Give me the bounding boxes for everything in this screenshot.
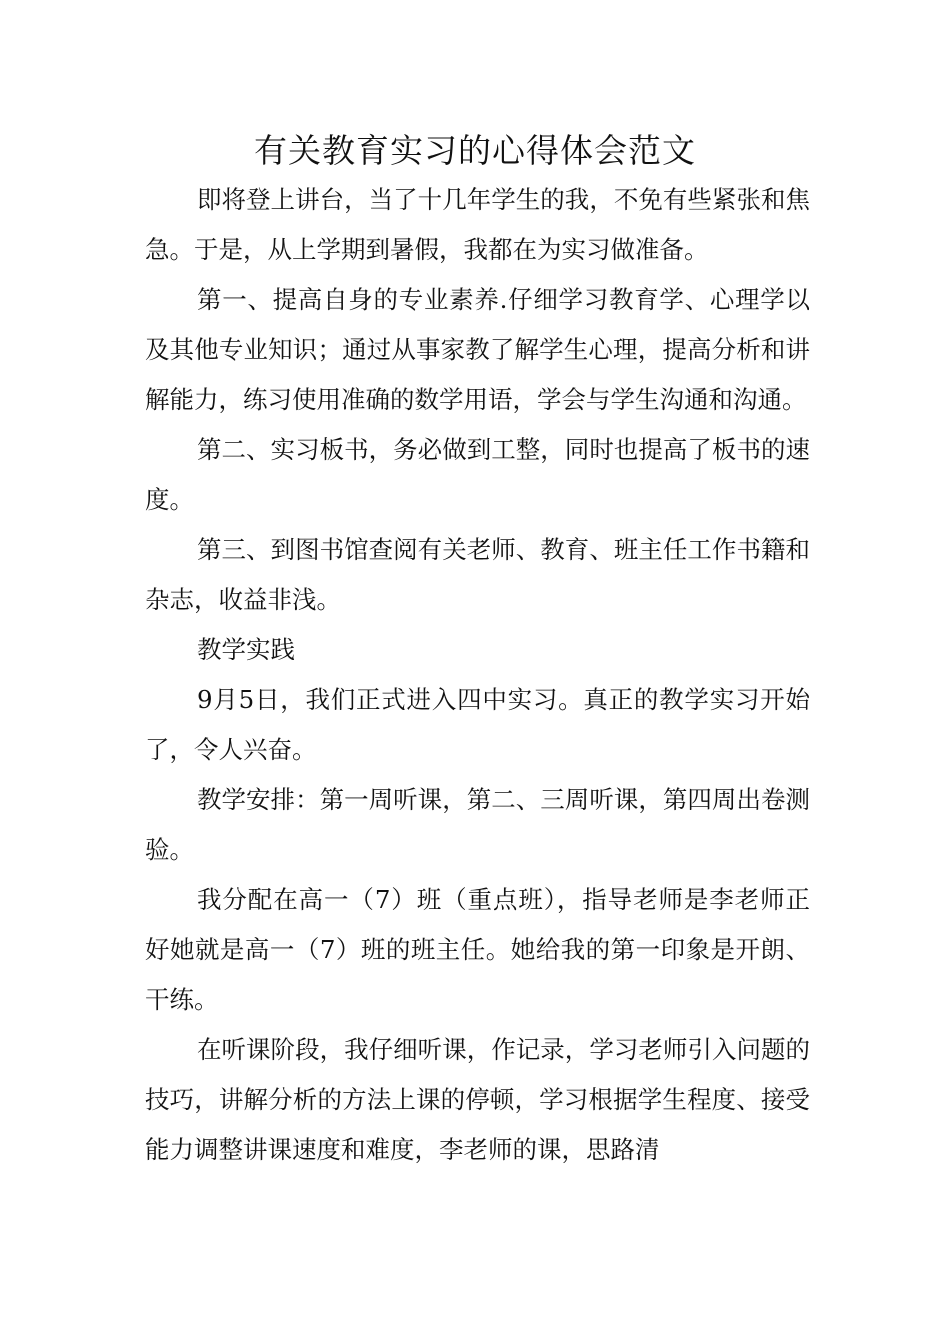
- document-body: [145, 175, 810, 1175]
- document-title: 有关教育实习的心得体会范文: [254, 131, 696, 170]
- paragraph-assignment: 我分配在高一（7）班（重点班），指导老师是李老师正好她就是高一（7）班的班主任。她给我的第一印象是开朗、干练。: [145, 885, 810, 1014]
- paragraph-first-point: 第一、提高自身的专业素养.仔细学习教育学、心理学以及其他专业知识；通过从事家教了解学生心理，提高分析和讲解能力，练习使用准确的数学用语，学会与学生沟通和沟通。: [145, 285, 810, 414]
- paragraph-schedule: 教学安排：第一周听课，第二、三周听课，第四周出卷测验。: [145, 785, 810, 864]
- paragraph-intro: 即将登上讲台，当了十几年学生的我，不免有些紧张和焦急。于是，从上学期到暑假，我都在为实习做准备。: [145, 185, 810, 264]
- section-heading-teaching-practice: 教学实践: [197, 635, 295, 664]
- paragraph-second-point: 第二、实习板书，务必做到工整，同时也提高了板书的速度。: [145, 435, 810, 514]
- paragraph-start-date: 9月5日，我们正式进入四中实习。真正的教学实习开始了，令人兴奋。: [145, 685, 810, 764]
- paragraph-third-point: 第三、到图书馆查阅有关老师、教育、班主任工作书籍和杂志，收益非浅。: [145, 535, 810, 614]
- paragraph-observation: 在听课阶段，我仔细听课，作记录，学习老师引入问题的技巧，讲解分析的方法上课的停顿，学习根据学生程度、接受能力调整讲课速度和难度，李老师的课，思路清: [145, 1035, 810, 1164]
